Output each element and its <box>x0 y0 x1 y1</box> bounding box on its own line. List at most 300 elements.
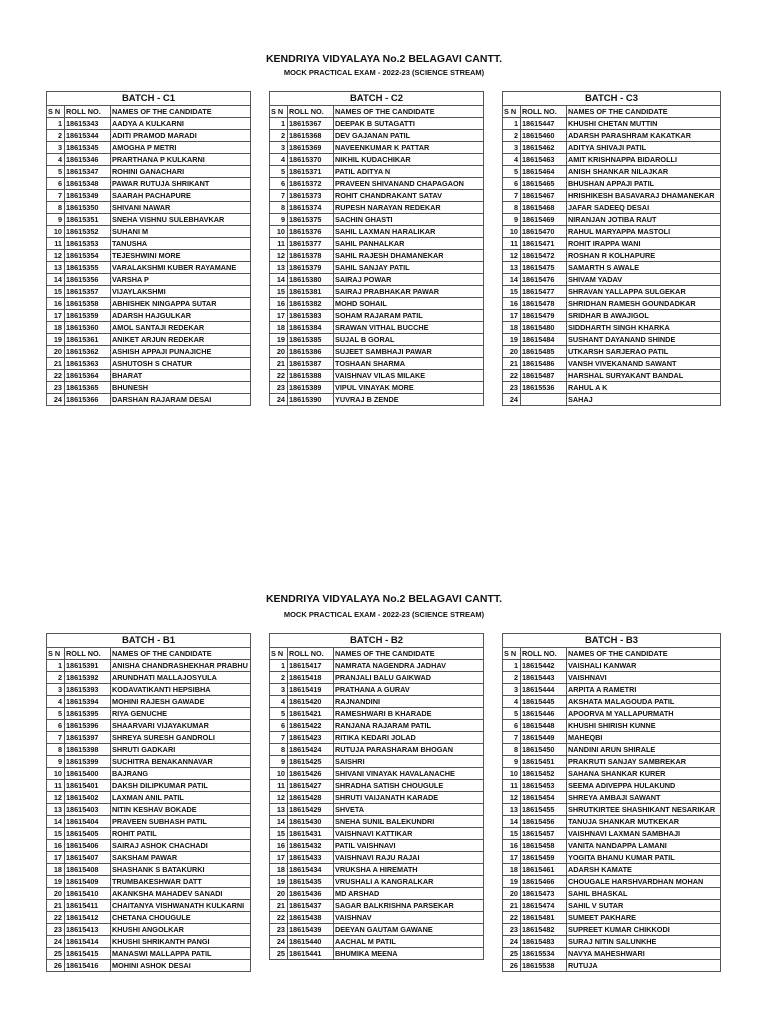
serial-number: 14 <box>503 816 521 828</box>
roll-number: 18615343 <box>65 118 111 130</box>
column-header-sn: S N <box>503 648 521 660</box>
roll-number: 18615354 <box>65 250 111 262</box>
candidate-name: KHUSHI SHRIKANTH PANGI <box>111 936 251 948</box>
roll-number: 18615399 <box>65 756 111 768</box>
roll-number: 18615345 <box>65 142 111 154</box>
candidate-name: ROSHAN R KOLHAPURE <box>567 250 721 262</box>
table-row <box>503 684 721 696</box>
table-row <box>503 238 721 250</box>
table-row <box>47 370 251 382</box>
table-row <box>270 672 484 684</box>
table-row <box>270 118 484 130</box>
roll-number: 18615407 <box>65 852 111 864</box>
roll-number: 18615370 <box>288 154 334 166</box>
serial-number: 19 <box>503 876 521 888</box>
candidate-name: ASHUTOSH S CHATUR <box>111 358 251 370</box>
candidate-name: RITIKA KEDARI JOLAD <box>334 732 484 744</box>
roll-number: 18615436 <box>288 888 334 900</box>
candidate-name: KHUSHI SHIRISH KUNNE <box>567 720 721 732</box>
roll-number: 18615371 <box>288 166 334 178</box>
roll-number: 18615484 <box>521 334 567 346</box>
roll-number: 18615382 <box>288 298 334 310</box>
roll-number: 18615438 <box>288 912 334 924</box>
candidate-name: VAISHNAV VILAS MILAKE <box>334 370 484 382</box>
serial-number: 24 <box>270 394 288 406</box>
candidate-name: ARUNDHATI MALLAJOSYULA <box>111 672 251 684</box>
serial-number: 17 <box>47 310 65 322</box>
candidate-name: SNEHA VISHNU SULEBHAVKAR <box>111 214 251 226</box>
candidate-name: PRAKRUTI SANJAY SAMBREKAR <box>567 756 721 768</box>
table-row <box>503 286 721 298</box>
serial-number: 1 <box>47 660 65 672</box>
candidate-name: SHREYA SURESH GANDROLI <box>111 732 251 744</box>
roll-number: 18615386 <box>288 346 334 358</box>
candidate-name: VAISHALI KANWAR <box>567 660 721 672</box>
table-row <box>503 370 721 382</box>
serial-number: 20 <box>503 346 521 358</box>
table-row <box>47 166 251 178</box>
candidate-name: VAISHNAVI LAXMAN SAMBHAJI <box>567 828 721 840</box>
roll-number: 18615422 <box>288 720 334 732</box>
candidate-name: SAHIL RAJESH DHAMANEKAR <box>334 250 484 262</box>
roll-number: 18615435 <box>288 876 334 888</box>
roll-number: 18615351 <box>65 214 111 226</box>
table-row <box>47 310 251 322</box>
table-row <box>270 684 484 696</box>
table-row <box>47 226 251 238</box>
candidate-name: KHUSHI CHETAN MUTTIN <box>567 118 721 130</box>
serial-number: 19 <box>503 334 521 346</box>
serial-number: 15 <box>47 286 65 298</box>
roll-number: 18615363 <box>65 358 111 370</box>
candidate-name: PRAVEEN SUBHASH PATIL <box>111 816 251 828</box>
serial-number: 12 <box>503 792 521 804</box>
table-row <box>503 118 721 130</box>
roll-number: 18615428 <box>288 792 334 804</box>
serial-number: 3 <box>47 142 65 154</box>
table-row <box>270 166 484 178</box>
serial-number: 8 <box>47 744 65 756</box>
candidate-name: VAISHNAVI <box>567 672 721 684</box>
column-header-roll: ROLL NO. <box>288 648 334 660</box>
candidate-name: HRISHIKESH BASAVARAJ DHAMANEKAR <box>567 190 721 202</box>
serial-number: 5 <box>47 166 65 178</box>
serial-number: 4 <box>270 696 288 708</box>
candidate-name: LAXMAN ANIL PATIL <box>111 792 251 804</box>
table-row <box>47 262 251 274</box>
serial-number: 6 <box>503 178 521 190</box>
roll-number: 18615538 <box>521 960 567 972</box>
roll-number: 18615395 <box>65 708 111 720</box>
serial-number: 12 <box>270 250 288 262</box>
table-row <box>270 948 484 960</box>
candidate-name: TEJESHWINI MORE <box>111 250 251 262</box>
roll-number: 18615384 <box>288 322 334 334</box>
table-row <box>270 816 484 828</box>
serial-number: 12 <box>503 250 521 262</box>
table-row <box>270 238 484 250</box>
candidate-name: BAJRANG <box>111 768 251 780</box>
serial-number: 12 <box>270 792 288 804</box>
column-header-sn: S N <box>47 106 65 118</box>
candidate-name: SHRUTKIRTEE SHASHIKANT NESARIKAR <box>567 804 721 816</box>
roll-number: 18615398 <box>65 744 111 756</box>
candidate-name: ROHINI GANACHARI <box>111 166 251 178</box>
table-row <box>270 840 484 852</box>
table-row <box>270 900 484 912</box>
school-title: KENDRIYA VIDYALAYA No.2 BELAGAVI CANTT. <box>265 53 503 65</box>
candidate-name: YOGITA BHANU KUMAR PATIL <box>567 852 721 864</box>
roll-number: 18615458 <box>521 840 567 852</box>
roll-number: 18615419 <box>288 684 334 696</box>
serial-number: 15 <box>270 286 288 298</box>
candidate-name: ROHIT IRAPPA WANI <box>567 238 721 250</box>
serial-number: 8 <box>503 202 521 214</box>
candidate-name: SUHANI M <box>111 226 251 238</box>
roll-number: 18615373 <box>288 190 334 202</box>
table-row <box>270 154 484 166</box>
serial-number: 23 <box>47 924 65 936</box>
serial-number: 1 <box>270 660 288 672</box>
table-row <box>270 696 484 708</box>
roll-number: 18615457 <box>521 828 567 840</box>
serial-number: 9 <box>47 756 65 768</box>
table-row <box>47 936 251 948</box>
serial-number: 4 <box>47 696 65 708</box>
candidate-name: SUSHANT DAYANAND SHINDE <box>567 334 721 346</box>
candidate-name: AKSHATA MALAGOUDA PATIL <box>567 696 721 708</box>
roll-number: 18615465 <box>521 178 567 190</box>
table-row <box>47 732 251 744</box>
serial-number: 23 <box>503 924 521 936</box>
candidate-name: SHRIDHAN RAMESH GOUNDADKAR <box>567 298 721 310</box>
roll-number: 18615467 <box>521 190 567 202</box>
roll-number: 18615372 <box>288 178 334 190</box>
batch-table <box>46 633 251 972</box>
serial-number: 9 <box>503 214 521 226</box>
roll-number: 18615418 <box>288 672 334 684</box>
serial-number: 10 <box>503 226 521 238</box>
serial-number: 5 <box>503 166 521 178</box>
serial-number: 6 <box>270 178 288 190</box>
candidate-name: ANISHA CHANDRASHEKHAR PRABHU <box>111 660 251 672</box>
candidate-name: SAIRAJ PRABHAKAR PAWAR <box>334 286 484 298</box>
candidate-name: SAARAH PACHAPURE <box>111 190 251 202</box>
table-row <box>270 804 484 816</box>
candidate-name: SAHIL BHASKAL <box>567 888 721 900</box>
candidate-name: MAHEQBI <box>567 732 721 744</box>
candidate-name: KODAVATIKANTI HEPSIBHA <box>111 684 251 696</box>
serial-number: 20 <box>47 346 65 358</box>
table-row <box>270 828 484 840</box>
candidate-name: SHRADHA SATISH CHOUGULE <box>334 780 484 792</box>
candidate-name: MOHD SOHAIL <box>334 298 484 310</box>
roll-number: 18615441 <box>288 948 334 960</box>
serial-number: 14 <box>47 274 65 286</box>
serial-number: 16 <box>503 298 521 310</box>
table-row <box>47 864 251 876</box>
candidate-name: SAHIL SANJAY PATIL <box>334 262 484 274</box>
table-row <box>270 298 484 310</box>
table-row <box>47 804 251 816</box>
serial-number: 22 <box>47 370 65 382</box>
roll-number: 18615387 <box>288 358 334 370</box>
serial-number: 15 <box>270 828 288 840</box>
serial-number: 24 <box>270 936 288 948</box>
table-row <box>503 756 721 768</box>
table-row <box>503 888 721 900</box>
roll-number: 18615434 <box>288 864 334 876</box>
serial-number: 12 <box>47 250 65 262</box>
roll-number: 18615476 <box>521 274 567 286</box>
roll-number: 18615442 <box>521 660 567 672</box>
serial-number: 2 <box>503 130 521 142</box>
serial-number: 11 <box>503 238 521 250</box>
serial-number: 16 <box>503 840 521 852</box>
candidate-name: ARPITA A RAMETRI <box>567 684 721 696</box>
candidate-name: DAKSH DILIPKUMAR PATIL <box>111 780 251 792</box>
serial-number: 8 <box>270 202 288 214</box>
serial-number: 19 <box>270 334 288 346</box>
serial-number: 6 <box>47 720 65 732</box>
candidate-name: SHRUTI GADKARI <box>111 744 251 756</box>
candidate-name: VRUKSHA A HIREMATH <box>334 864 484 876</box>
roll-number: 18615390 <box>288 394 334 406</box>
candidate-name: SEEMA ADIVEPPA HULAKUND <box>567 780 721 792</box>
roll-number: 18615402 <box>65 792 111 804</box>
roll-number: 18615453 <box>521 780 567 792</box>
table-row <box>47 840 251 852</box>
table-row <box>270 864 484 876</box>
candidate-name: SUMEET PAKHARE <box>567 912 721 924</box>
candidate-name: ADARSH PARASHRAM KAKATKAR <box>567 130 721 142</box>
candidate-name: ASHISH APPAJI PUNAJICHE <box>111 346 251 358</box>
candidate-name: SAMARTH S AWALE <box>567 262 721 274</box>
serial-number: 2 <box>270 672 288 684</box>
batch-title: BATCH - B1 <box>47 634 251 648</box>
column-header-roll: ROLL NO. <box>65 106 111 118</box>
candidate-name: ADARSH HAJGULKAR <box>111 310 251 322</box>
table-row <box>270 768 484 780</box>
table-row <box>270 876 484 888</box>
candidate-name: SRAWAN VITHAL BUCCHE <box>334 322 484 334</box>
serial-number: 12 <box>47 792 65 804</box>
table-row <box>47 696 251 708</box>
serial-number: 23 <box>270 382 288 394</box>
table-row <box>503 660 721 672</box>
serial-number: 5 <box>503 708 521 720</box>
roll-number: 18615355 <box>65 262 111 274</box>
candidate-name: PRARTHANA P KULKARNI <box>111 154 251 166</box>
candidate-name: BHUMIKA MEENA <box>334 948 484 960</box>
roll-number: 18615452 <box>521 768 567 780</box>
table-row <box>270 924 484 936</box>
roll-number: 18615385 <box>288 334 334 346</box>
roll-number: 18615403 <box>65 804 111 816</box>
table-row <box>47 924 251 936</box>
candidate-name: SHASHANK S BATAKURKI <box>111 864 251 876</box>
serial-number: 2 <box>270 130 288 142</box>
roll-number: 18615414 <box>65 936 111 948</box>
table-row <box>503 334 721 346</box>
roll-number: 18615461 <box>521 864 567 876</box>
table-row <box>270 756 484 768</box>
table-row <box>270 250 484 262</box>
serial-number: 2 <box>47 130 65 142</box>
serial-number: 9 <box>270 214 288 226</box>
roll-number: 18615405 <box>65 828 111 840</box>
candidate-name: VRUSHALI A KANGRALKAR <box>334 876 484 888</box>
serial-number: 26 <box>503 960 521 972</box>
roll-number: 18615400 <box>65 768 111 780</box>
roll-number: 18615420 <box>288 696 334 708</box>
roll-number: 18615396 <box>65 720 111 732</box>
roll-number: 18615353 <box>65 238 111 250</box>
batch-table <box>502 91 721 406</box>
candidate-name: SNEHA SUNIL BALEKUNDRI <box>334 816 484 828</box>
table-row <box>47 816 251 828</box>
roll-number: 18615459 <box>521 852 567 864</box>
candidate-name: BHUSHAN APPAJI PATIL <box>567 178 721 190</box>
table-row <box>270 732 484 744</box>
roll-number: 18615352 <box>65 226 111 238</box>
table-row <box>47 660 251 672</box>
table-row <box>503 840 721 852</box>
table-row <box>47 828 251 840</box>
table-row <box>270 660 484 672</box>
serial-number: 14 <box>270 816 288 828</box>
school-title: KENDRIYA VIDYALAYA No.2 BELAGAVI CANTT. <box>265 593 503 605</box>
roll-number: 18615383 <box>288 310 334 322</box>
roll-number: 18615487 <box>521 370 567 382</box>
serial-number: 7 <box>270 732 288 744</box>
roll-number: 18615429 <box>288 804 334 816</box>
table-row <box>47 250 251 262</box>
roll-number: 18615443 <box>521 672 567 684</box>
serial-number: 22 <box>503 912 521 924</box>
table-row <box>503 298 721 310</box>
candidate-name: RUTUJA <box>567 960 721 972</box>
candidate-name: VIJAYLAKSHMI <box>111 286 251 298</box>
roll-number: 18615468 <box>521 202 567 214</box>
column-header-sn: S N <box>47 648 65 660</box>
batch-table <box>502 633 721 972</box>
candidate-name: SUCHITRA BENAKANNAVAR <box>111 756 251 768</box>
table-row <box>503 864 721 876</box>
table-row <box>270 888 484 900</box>
roll-number: 18615376 <box>288 226 334 238</box>
table-row <box>503 250 721 262</box>
table-row <box>503 142 721 154</box>
serial-number: 21 <box>47 358 65 370</box>
table-row <box>270 322 484 334</box>
table-row <box>270 142 484 154</box>
column-header-name: NAMES OF THE CANDIDATE <box>567 106 721 118</box>
roll-number: 18615449 <box>521 732 567 744</box>
table-row <box>47 852 251 864</box>
serial-number: 11 <box>270 238 288 250</box>
serial-number: 23 <box>47 382 65 394</box>
roll-number: 18615425 <box>288 756 334 768</box>
table-row <box>47 684 251 696</box>
candidate-name: NANDINI ARUN SHIRALE <box>567 744 721 756</box>
table-row <box>270 744 484 756</box>
candidate-name: PAWAR RUTUJA SHRIKANT <box>111 178 251 190</box>
serial-number: 9 <box>270 756 288 768</box>
serial-number: 15 <box>47 828 65 840</box>
serial-number: 16 <box>270 840 288 852</box>
table-row <box>503 828 721 840</box>
table-row <box>503 852 721 864</box>
roll-number: 18615367 <box>288 118 334 130</box>
table-row <box>503 696 721 708</box>
roll-number: 18615478 <box>521 298 567 310</box>
roll-number: 18615462 <box>521 142 567 154</box>
roll-number: 18615444 <box>521 684 567 696</box>
roll-number: 18615432 <box>288 840 334 852</box>
table-row <box>503 816 721 828</box>
serial-number: 11 <box>270 780 288 792</box>
roll-number: 18615427 <box>288 780 334 792</box>
serial-number: 14 <box>270 274 288 286</box>
roll-number: 18615482 <box>521 924 567 936</box>
serial-number: 3 <box>503 142 521 154</box>
roll-number: 18615359 <box>65 310 111 322</box>
candidate-name: SRIDHAR B AWAJIGOL <box>567 310 721 322</box>
serial-number: 16 <box>47 840 65 852</box>
candidate-name: SAIRAJ ASHOK CHACHADI <box>111 840 251 852</box>
table-row <box>47 238 251 250</box>
roll-number: 18615348 <box>65 178 111 190</box>
table-row <box>503 382 721 394</box>
serial-number: 19 <box>47 334 65 346</box>
serial-number: 8 <box>47 202 65 214</box>
serial-number: 18 <box>270 322 288 334</box>
exam-subtitle: MOCK PRACTICAL EXAM - 2022-23 (SCIENCE STREAM) <box>283 68 485 77</box>
roll-number: 18615381 <box>288 286 334 298</box>
serial-number: 20 <box>47 888 65 900</box>
table-row <box>270 214 484 226</box>
table-row <box>503 708 721 720</box>
table-row <box>47 720 251 732</box>
candidate-name: SHREYA AMBAJI SAWANT <box>567 792 721 804</box>
column-header-name: NAMES OF THE CANDIDATE <box>111 648 251 660</box>
roll-number: 18615447 <box>521 118 567 130</box>
roll-number: 18615486 <box>521 358 567 370</box>
serial-number: 23 <box>503 382 521 394</box>
serial-number: 17 <box>503 852 521 864</box>
serial-number: 18 <box>503 864 521 876</box>
serial-number: 25 <box>270 948 288 960</box>
roll-number: 18615430 <box>288 816 334 828</box>
roll-number: 18615397 <box>65 732 111 744</box>
table-row <box>270 178 484 190</box>
candidate-name: ADARSH KAMATE <box>567 864 721 876</box>
serial-number: 22 <box>270 912 288 924</box>
batch-title: BATCH - C1 <box>47 92 251 106</box>
roll-number: 18615380 <box>288 274 334 286</box>
serial-number: 5 <box>270 708 288 720</box>
serial-number: 7 <box>270 190 288 202</box>
serial-number: 11 <box>47 780 65 792</box>
roll-number: 18615365 <box>65 382 111 394</box>
candidate-name: APOORVA M YALLAPURMATH <box>567 708 721 720</box>
candidate-name: SAHAJ <box>567 394 721 406</box>
candidate-name: RAHUL A K <box>567 382 721 394</box>
table-row <box>503 792 721 804</box>
candidate-name: ADITYA SHIVAJI PATIL <box>567 142 721 154</box>
roll-number: 18615411 <box>65 900 111 912</box>
